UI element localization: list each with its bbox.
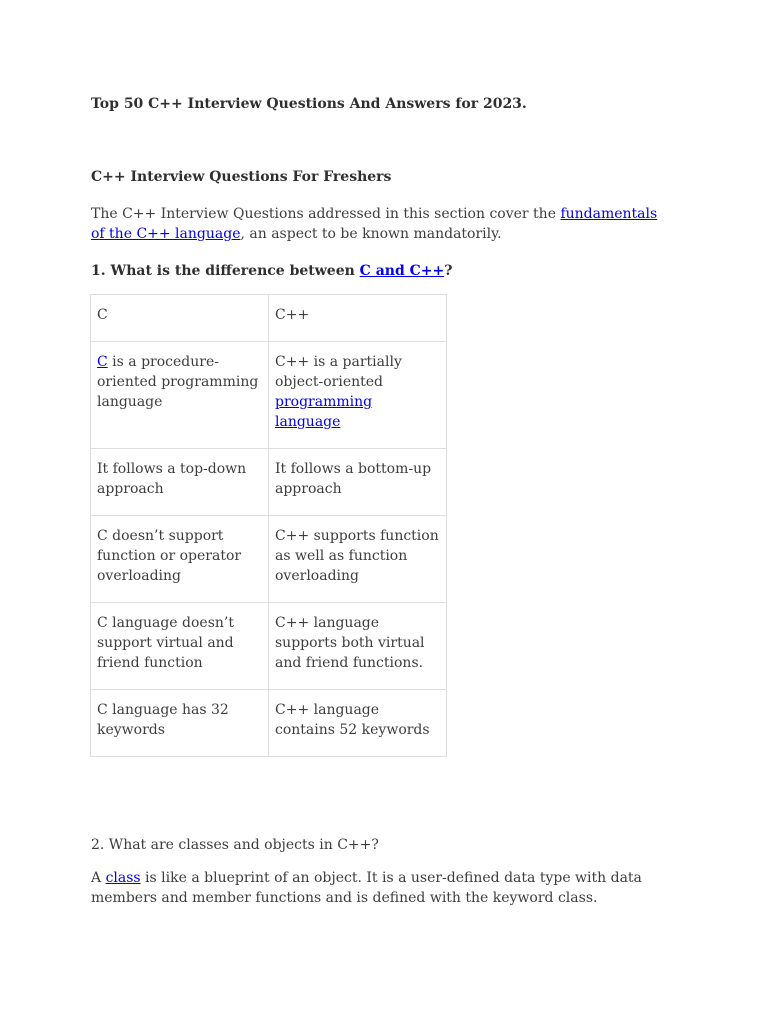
answer-paragraph bbox=[91, 868, 651, 908]
table-cell: C++ language contains 52 keywords bbox=[269, 690, 447, 757]
intro-paragraph bbox=[91, 204, 671, 244]
answer-text-after: is like a blueprint of an object. It is a user-defined data type with data members and member functions and is defined with the keyword class. bbox=[91, 870, 642, 906]
question-1-suffix: ? bbox=[444, 263, 453, 279]
table-row bbox=[91, 342, 447, 449]
class-link[interactable]: class bbox=[105, 870, 141, 886]
section-heading: C++ Interview Questions For Freshers bbox=[91, 169, 392, 185]
c-link[interactable]: C bbox=[97, 354, 108, 370]
programming-language-link[interactable]: programming language bbox=[275, 394, 373, 430]
table-cell: C doesn’t support function or operator overloading bbox=[91, 516, 269, 603]
table-row bbox=[91, 449, 447, 516]
table-header-c: C bbox=[91, 295, 269, 342]
table-cell-text: C++ is a partially object-oriented bbox=[275, 354, 402, 390]
question-2: 2. What are classes and objects in C++? bbox=[91, 837, 379, 853]
table-cell-text: is a procedure-oriented programming language bbox=[97, 354, 259, 410]
intro-text-before: The C++ Interview Questions addressed in this section cover the bbox=[91, 206, 561, 222]
table-cell bbox=[91, 342, 269, 449]
table-cell: It follows a bottom-up approach bbox=[269, 449, 447, 516]
table-row bbox=[91, 690, 447, 757]
table-row bbox=[91, 516, 447, 603]
intro-text-after: , an aspect to be known mandatorily. bbox=[240, 226, 502, 242]
question-1 bbox=[91, 261, 452, 281]
comparison-table bbox=[90, 294, 447, 757]
table-header-cpp: C++ bbox=[269, 295, 447, 342]
table-cell: C++ supports function as well as function overloading bbox=[269, 516, 447, 603]
table-cell: C language doesn’t support virtual and friend function bbox=[91, 603, 269, 690]
table-cell: C language has 32 keywords bbox=[91, 690, 269, 757]
c-and-cpp-link[interactable]: C and C++ bbox=[359, 263, 445, 279]
table-cell: It follows a top-down approach bbox=[91, 449, 269, 516]
table-cell bbox=[269, 342, 447, 449]
document-title: Top 50 C++ Interview Questions And Answers for 2023. bbox=[91, 96, 527, 112]
table-header-row bbox=[91, 295, 447, 342]
fundamentals-link[interactable]: fundamentals of the C++ language bbox=[91, 206, 658, 242]
question-1-prefix: 1. What is the difference between bbox=[91, 263, 360, 279]
answer-text-before: A bbox=[91, 870, 106, 886]
table-row bbox=[91, 603, 447, 690]
table-cell: C++ language supports both virtual and friend functions. bbox=[269, 603, 447, 690]
